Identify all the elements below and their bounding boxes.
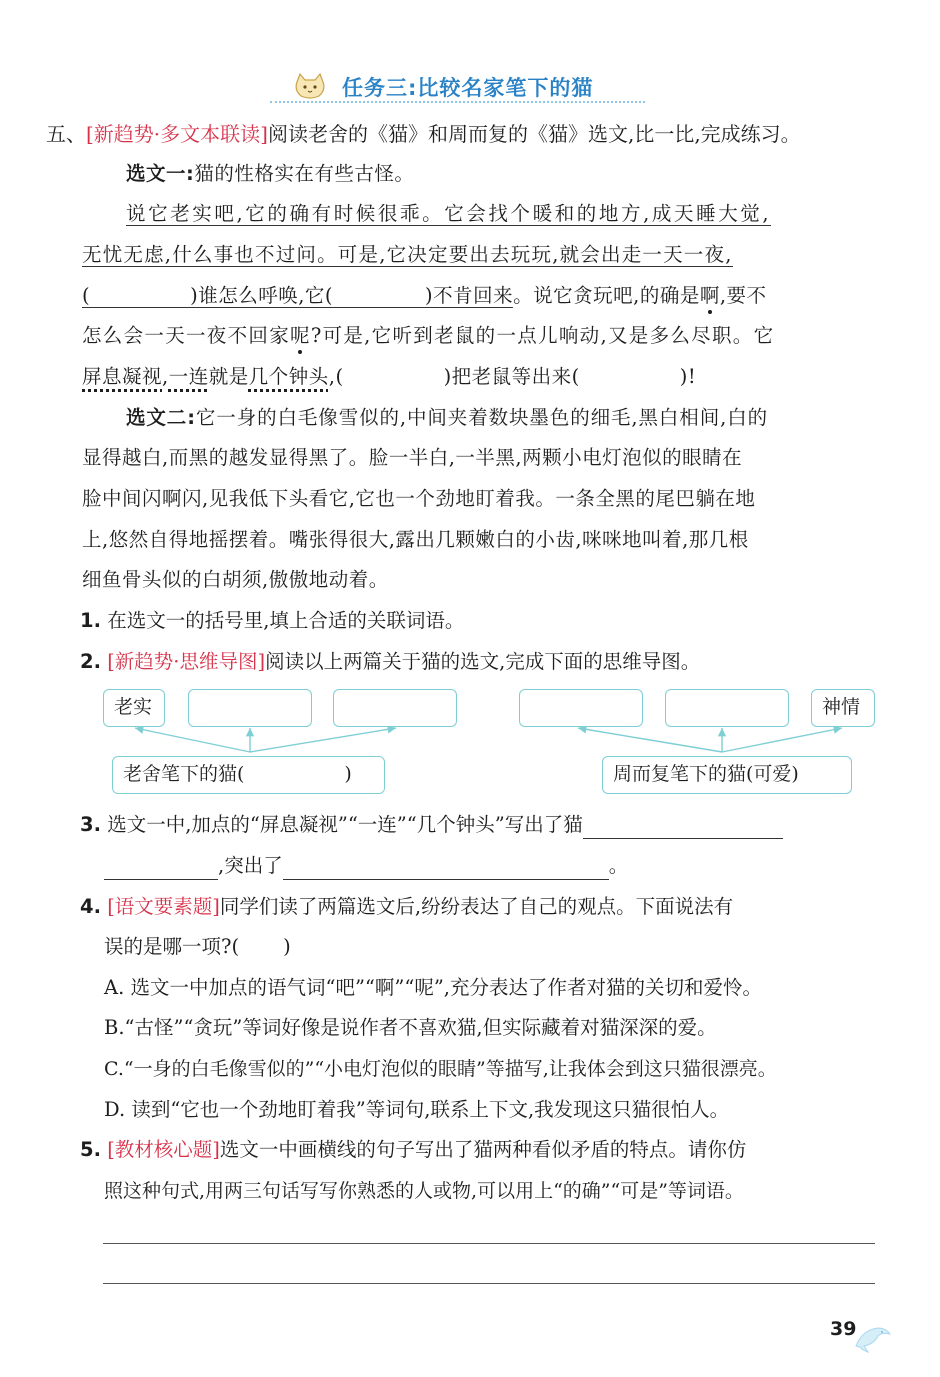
mindmap-left-center: 老舍笔下的猫( ): [112, 756, 385, 794]
q4-option-d[interactable]: D. 读到“它也一个劲地盯着我”等词句,联系上下文,我发现这只猫很怕人。: [104, 1098, 730, 1121]
question-1: 1. 在选文一的括号里,填上合适的关联词语。: [80, 609, 465, 632]
underlined-sentence-2: 无忧无虑,什么事也不过问。可是,它决定要出去玩玩,就会出走一天一夜,: [82, 243, 733, 266]
question-2: 2. [新趋势·思维导图]阅读以上两篇关于猫的选文,完成下面的思维导图。: [80, 650, 701, 673]
mindmap-right-trait-1[interactable]: [519, 689, 643, 727]
blank-connective-4[interactable]: [580, 369, 680, 391]
question-3-line2: ,突出了 。: [104, 852, 628, 880]
mind-map: [100, 686, 880, 798]
q4-option-c[interactable]: C.“一身的白毛像雪似的”“小电灯泡似的眼睛”等描写,让我体会到这只猫很漂亮。: [104, 1058, 777, 1080]
dotted-word-jigezhongtou: 几个钟头: [248, 365, 329, 388]
header-dotted-rule: [270, 101, 645, 103]
question-3-line1: 3. 选文一中,加点的“屏息凝视”“一连”“几个钟头”写出了猫: [80, 811, 783, 839]
question-5-line1: 5. [教材核心题]选文一中画横线的句子写出了猫两种看似矛盾的特点。请你仿: [80, 1138, 747, 1161]
mindmap-right-trait-2[interactable]: [665, 689, 789, 727]
blank-connective-2[interactable]: [333, 288, 425, 310]
section-intro: [46, 120, 801, 148]
dotted-word-ne: 呢: [290, 324, 311, 347]
passage1-title-line: [126, 160, 414, 188]
question-5-line2: 照这种句式,用两三句话写写你熟悉的人或物,可以用上“的确”“可是”等词语。: [104, 1180, 744, 1202]
passage1-line3: ( )谁怎么呼唤,它( )不肯回来。说它贪玩吧,的确是啊,要不: [82, 282, 767, 310]
underlined-sentence-3: ( )谁怎么呼唤,它( )不肯回来: [82, 284, 513, 308]
blank-connective-3[interactable]: [344, 369, 444, 391]
header-banner: [270, 68, 645, 104]
section-number: 五、: [46, 122, 86, 146]
passage1-title: 猫的性格实在有些古怪。: [194, 162, 415, 185]
passage2-line1: 选文二:它一身的白毛像雪似的,中间夹着数块墨色的细毛,黑白相间,白的: [126, 406, 769, 429]
q2-tag: [新趋势·思维导图]: [107, 650, 266, 673]
question-4-line1: 4. [语文要素题]同学们读了两篇选文后,纷纷表达了自己的观点。下面说法有: [80, 895, 734, 918]
cat-face-icon: [292, 72, 328, 100]
passage1-line1: [126, 200, 874, 228]
section-instruction: 阅读老舍的《猫》和周而复的《猫》选文,比一比,完成练习。: [267, 122, 801, 146]
mindmap-right-center: 周而复笔下的猫(可爱): [602, 756, 852, 794]
page-number: 39: [830, 1318, 857, 1340]
passage2-line4: 上,悠然自得地摇摆着。嘴张得很大,露出几颗嫩白的小齿,咪咪地叫着,那几根: [82, 528, 749, 551]
passage1-line2: [82, 241, 733, 269]
passage2-line2: 显得越白,而黑的越发显得黑了。脸一半白,一半黑,两颗小电灯泡似的眼睛在: [82, 446, 743, 469]
blank-connective-1[interactable]: [90, 288, 190, 310]
mindmap-right-trait-3: 神情: [811, 689, 875, 727]
q4-option-b[interactable]: B.“古怪”“贪玩”等词好像是说作者不喜欢猫,但实际藏着对猫深深的爱。: [104, 1016, 717, 1039]
page-title: 任务三:比较名家笔下的猫: [342, 76, 594, 100]
mindmap-left-trait-3[interactable]: [333, 689, 457, 727]
passage2-label: 选文二:: [126, 406, 196, 429]
passage2-line3: 脸中间闪啊闪,见我低下头看它,它也一个劲地盯着我。一条全黑的尾巴躺在地: [82, 487, 756, 510]
passage1-line5: 屏息凝视,一连就是几个钟头,( )把老鼠等出来( )!: [82, 363, 696, 391]
q3-answer-blank-1[interactable]: [583, 816, 783, 839]
section-tag: [新趋势·多文本联读]: [86, 122, 268, 146]
q3-answer-blank-2[interactable]: [104, 857, 218, 880]
passage1-label: 选文一:: [126, 162, 195, 185]
q5-tag: [教材核心题]: [107, 1138, 220, 1161]
mindmap-left-trait-1: 老实: [103, 689, 165, 727]
q5-answer-line-1[interactable]: [103, 1243, 875, 1244]
question-4-line2: 误的是哪一项?( ): [104, 935, 291, 958]
dolphin-icon: [852, 1320, 892, 1356]
q4-tag: [语文要素题]: [107, 895, 220, 918]
q3-answer-blank-3[interactable]: [283, 857, 609, 880]
dotted-word-yilian: 一连: [168, 365, 209, 388]
passage2-line5: 细鱼骨头似的白胡须,傲傲地动着。: [82, 568, 389, 591]
underlined-sentence-1: 说它老实吧,它的确有时候很乖。它会找个暖和的地方,成天睡大觉,: [126, 202, 772, 225]
q5-answer-line-2[interactable]: [103, 1283, 875, 1284]
mindmap-left-trait-2[interactable]: [188, 689, 312, 727]
dotted-word-ah: 啊: [699, 284, 720, 307]
dotted-word-pingxi: 屏息凝视: [82, 365, 163, 388]
passage1-line4: 怎么会一天一夜不回家呢?可是,它听到老鼠的一点儿响动,又是多么尽职。它: [82, 324, 775, 347]
q4-option-a[interactable]: A. 选文一中加点的语气词“吧”“啊”“呢”,充分表达了作者对猫的关切和爱怜。: [104, 976, 762, 999]
